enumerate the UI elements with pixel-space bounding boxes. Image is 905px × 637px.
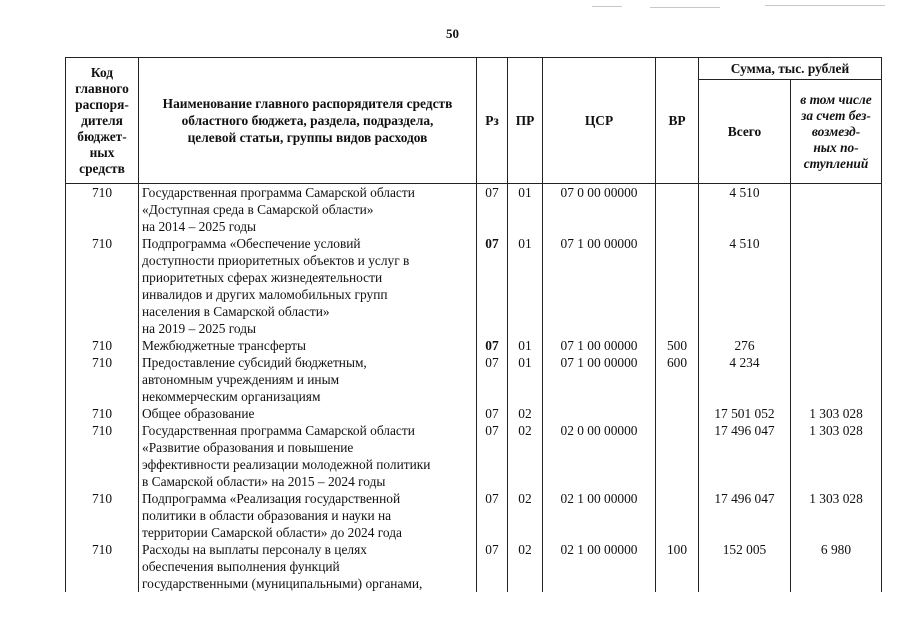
name-line: обеспечения выполнения функций: [142, 559, 340, 574]
code-cell: 710: [66, 541, 139, 592]
free-receipts-cell: 1 303 028: [791, 405, 882, 422]
header-name-line: целевой статьи, группы видов расходов: [187, 130, 428, 145]
name-line: политики в области образования и науки на: [142, 508, 392, 523]
header-name-line: Наименование главного распорядителя средств: [162, 96, 453, 111]
vr-cell: [656, 422, 699, 490]
rz-cell: 07: [477, 422, 508, 490]
table-row: [66, 184, 882, 236]
total-cell: 276: [699, 337, 791, 354]
header-free-line: возмезд-: [811, 123, 861, 139]
page-number: 50: [446, 26, 459, 41]
table-row: [66, 541, 882, 592]
name-line: приоритетных сферах жизнедеятельности: [142, 270, 383, 285]
name-cell: [139, 184, 477, 236]
header-code-line: дителя: [81, 112, 123, 128]
name-line: инвалидов и других маломобильных групп: [142, 287, 388, 302]
name-line: Подпрограмма «Обеспечение условий: [142, 236, 361, 251]
csr-cell: 02 1 00 00000: [543, 541, 656, 592]
rz-cell: 07: [477, 490, 508, 541]
name-line: доступности приоритетных объектов и услуг в: [142, 253, 410, 268]
free-receipts-cell: [791, 337, 882, 354]
csr-cell: [543, 405, 656, 422]
table-row: [66, 490, 882, 541]
rz-cell: 07: [477, 354, 508, 405]
header-pr: ПР: [508, 58, 543, 184]
header-sum-group: Сумма, тыс. рублей: [699, 58, 882, 80]
total-cell: 152 005: [699, 541, 791, 592]
total-cell: 17 501 052: [699, 405, 791, 422]
header-csr: ЦСР: [543, 58, 656, 184]
code-cell: 710: [66, 490, 139, 541]
csr-cell: 07 1 00 00000: [543, 337, 656, 354]
table-row: [66, 422, 882, 490]
header-free-receipts: [791, 80, 882, 184]
rz-cell: 07: [477, 405, 508, 422]
free-receipts-cell: [791, 184, 882, 236]
pr-cell: 02: [508, 405, 543, 422]
pr-cell: 02: [508, 541, 543, 592]
name-cell: [139, 541, 477, 592]
name-line: автономным учреждениям и иным: [142, 372, 340, 387]
code-cell: 710: [66, 235, 139, 337]
vr-cell: 100: [656, 541, 699, 592]
name-line: на 2019 – 2025 годы: [142, 321, 257, 336]
header-vr: ВР: [656, 58, 699, 184]
header-free-line: ных по-: [813, 139, 859, 155]
header-code-line: средств: [79, 160, 125, 176]
rz-cell: 07: [477, 235, 508, 337]
code-cell: 710: [66, 184, 139, 236]
header-name: [139, 58, 477, 184]
header-code: [66, 58, 139, 184]
name-line: территории Самарской области» до 2024 года: [142, 525, 402, 540]
name-line: Общее образование: [142, 406, 255, 421]
csr-cell: 07 0 00 00000: [543, 184, 656, 236]
csr-cell: 02 1 00 00000: [543, 490, 656, 541]
header-total: Всего: [699, 80, 791, 184]
free-receipts-cell: [791, 235, 882, 337]
name-line: эффективности реализации молодежной политики: [142, 457, 431, 472]
table-row: [66, 354, 882, 405]
name-line: населения в Самарской области»: [142, 304, 330, 319]
header-code-line: бюджет-: [77, 128, 127, 144]
name-line: Предоставление субсидий бюджетным,: [142, 355, 367, 370]
name-line: «Доступная среда в Самарской области»: [142, 202, 374, 217]
vr-cell: 500: [656, 337, 699, 354]
free-receipts-cell: 1 303 028: [791, 422, 882, 490]
name-line: Подпрограмма «Реализация государственной: [142, 491, 401, 506]
vr-cell: 600: [656, 354, 699, 405]
csr-cell: 07 1 00 00000: [543, 354, 656, 405]
name-line: Государственная программа Самарской области: [142, 185, 415, 200]
csr-cell: 07 1 00 00000: [543, 235, 656, 337]
budget-table: [65, 57, 882, 592]
pr-cell: 01: [508, 235, 543, 337]
header-code-line: Код: [90, 64, 114, 80]
total-cell: 4 510: [699, 235, 791, 337]
total-cell: 17 496 047: [699, 422, 791, 490]
header-rz: Рз: [477, 58, 508, 184]
name-cell: [139, 337, 477, 354]
name-line: «Развитие образования и повышение: [142, 440, 354, 455]
total-cell: 4 234: [699, 354, 791, 405]
header-code-line: ных: [89, 144, 115, 160]
header-name-line: областного бюджета, раздела, подраздела,: [181, 113, 434, 128]
pr-cell: 01: [508, 337, 543, 354]
total-cell: 17 496 047: [699, 490, 791, 541]
name-cell: [139, 235, 477, 337]
code-cell: 710: [66, 337, 139, 354]
scan-artifact-line: [650, 7, 720, 8]
header-code-line: главного: [75, 80, 129, 96]
rz-cell: 07: [477, 541, 508, 592]
scan-artifact-line: [765, 5, 885, 6]
free-receipts-cell: 6 980: [791, 541, 882, 592]
code-cell: 710: [66, 405, 139, 422]
header-free-line: за счет без-: [801, 107, 871, 123]
csr-cell: 02 0 00 00000: [543, 422, 656, 490]
name-cell: [139, 354, 477, 405]
header-free-line: в том числе: [800, 91, 872, 107]
header-code-line: распоря-: [75, 96, 129, 112]
header-free-line: ступлений: [803, 155, 869, 171]
free-receipts-cell: [791, 354, 882, 405]
code-cell: 710: [66, 354, 139, 405]
pr-cell: 01: [508, 184, 543, 236]
name-line: государственными (муниципальными) органами,: [142, 576, 423, 591]
pr-cell: 02: [508, 422, 543, 490]
total-cell: 4 510: [699, 184, 791, 236]
table-row: [66, 405, 882, 422]
name-line: некоммерческим организациям: [142, 389, 321, 404]
vr-cell: [656, 490, 699, 541]
table-row: [66, 235, 882, 337]
name-line: Расходы на выплаты персоналу в целях: [142, 542, 367, 557]
name-cell: [139, 405, 477, 422]
pr-cell: 01: [508, 354, 543, 405]
vr-cell: [656, 184, 699, 236]
name-cell: [139, 490, 477, 541]
name-cell: [139, 422, 477, 490]
vr-cell: [656, 405, 699, 422]
name-line: Государственная программа Самарской области: [142, 423, 415, 438]
scan-artifact-line: [592, 6, 622, 7]
vr-cell: [656, 235, 699, 337]
pr-cell: 02: [508, 490, 543, 541]
name-line: Межбюджетные трансферты: [142, 338, 306, 353]
code-cell: 710: [66, 422, 139, 490]
name-line: на 2014 – 2025 годы: [142, 219, 257, 234]
table-row: [66, 337, 882, 354]
name-line: в Самарской области» на 2015 – 2024 годы: [142, 474, 386, 489]
rz-cell: 07: [477, 337, 508, 354]
rz-cell: 07: [477, 184, 508, 236]
free-receipts-cell: 1 303 028: [791, 490, 882, 541]
